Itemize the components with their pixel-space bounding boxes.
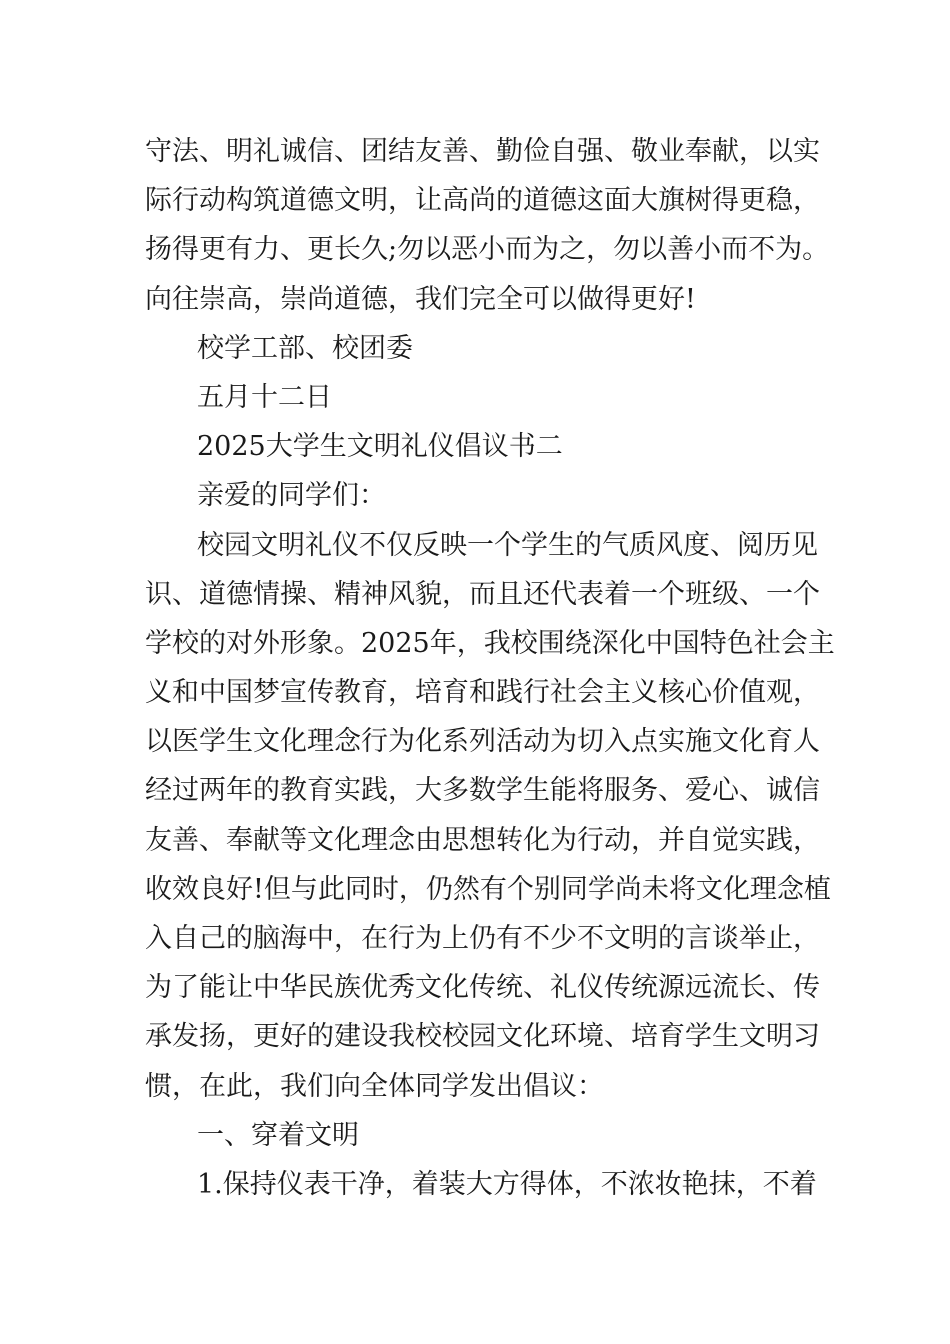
text-line: 校园文明礼仪不仅反映一个学生的气质风度、阅历见: [197, 529, 818, 561]
text-line: 扬得更有力、更长久;勿以恶小而为之，勿以善小而不为。: [145, 234, 830, 266]
text-line: 入自己的脑海中，在行为上仍有不少不文明的言谈举止，: [145, 923, 820, 954]
text-line: 向往崇高，崇尚道德，我们完全可以做得更好!: [145, 283, 696, 315]
text-line: 惯，在此，我们向全体同学发出倡议：: [145, 1070, 604, 1102]
section-title: 2025大学生文明礼仪倡议书二: [197, 431, 563, 463]
document-body: [145, 127, 835, 1209]
text-line: 经过两年的教育实践，大多数学生能将服务、爱心、诚信: [145, 775, 820, 807]
signature-org: 校学工部、校团委: [197, 332, 413, 364]
text-line: 承发扬，更好的建设我校校园文化环境、培育学生文明习: [145, 1021, 820, 1053]
salutation: 亲爱的同学们：: [197, 480, 386, 512]
text-line: 为了能让中华民族优秀文化传统、礼仪传统源远流长、传: [145, 972, 820, 1004]
list-item: 1.保持仪表干净，着装大方得体，不浓妆艳抹，不着: [197, 1168, 817, 1200]
text-line: 以医学生文化理念行为化系列活动为切入点实施文化育人: [145, 726, 820, 758]
section-heading: 一、穿着文明: [197, 1119, 359, 1151]
text-line: 学校的对外形象。2025年，我校围绕深化中国特色社会主: [145, 627, 835, 659]
signature-date: 五月十二日: [197, 381, 332, 413]
text-line: 收效良好!但与此同时，仍然有个别同学尚未将文化理念植: [145, 873, 831, 905]
text-line: 际行动构筑道德文明，让高尚的道德这面大旗树得更稳，: [145, 185, 820, 217]
text-line: 义和中国梦宣传教育，培育和践行社会主义核心价值观，: [145, 677, 820, 709]
text-line: 守法、明礼诚信、团结友善、勤俭自强、敬业奉献，以实: [145, 136, 820, 167]
text-line: 友善、奉献等文化理念由思想转化为行动，并自觉实践，: [145, 824, 820, 856]
text-line: 识、道德情操、精神风貌，而且还代表着一个班级、一个: [145, 578, 820, 610]
